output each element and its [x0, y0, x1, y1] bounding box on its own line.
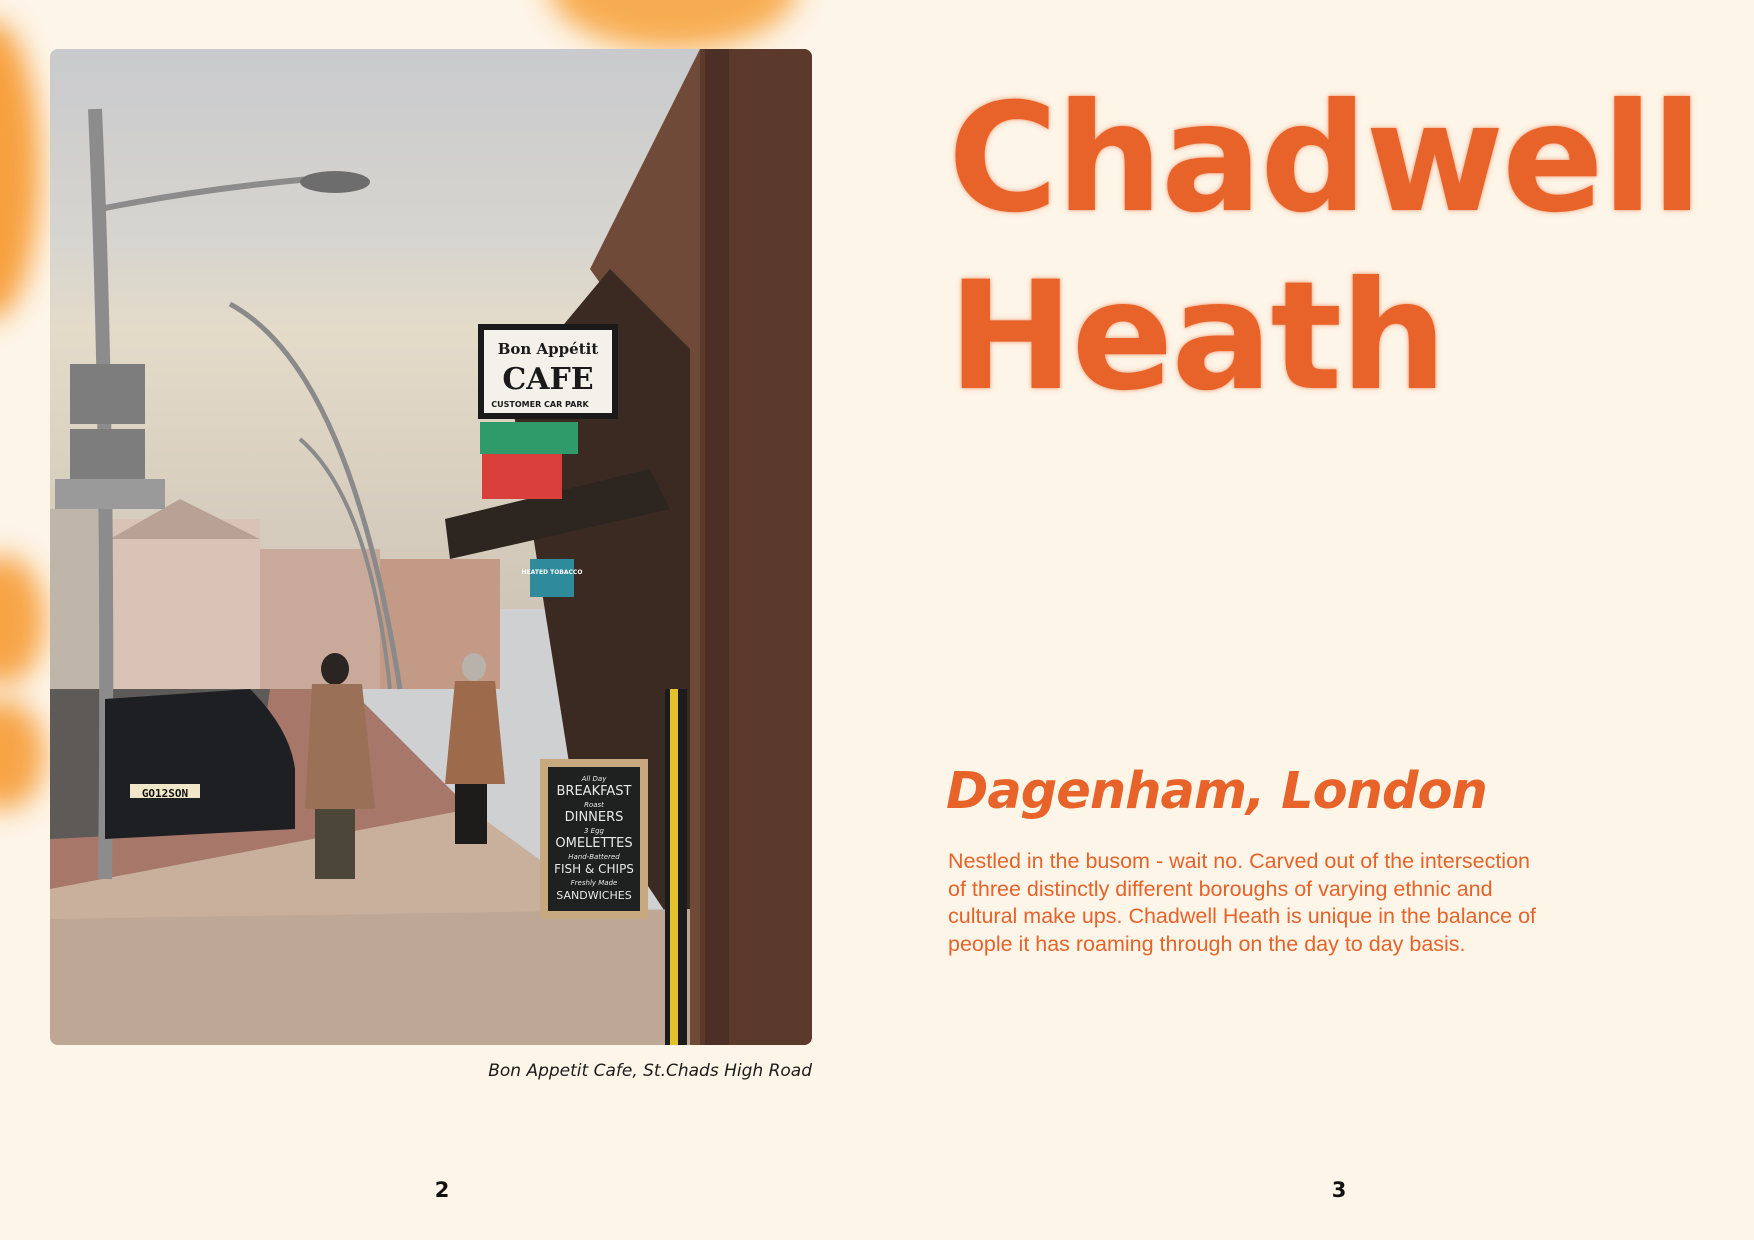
- svg-text:3 Egg: 3 Egg: [584, 827, 604, 835]
- cafe-sign: [478, 324, 618, 419]
- title-line-1: Chadwell: [948, 72, 1701, 246]
- pedestrian-left: [305, 684, 375, 809]
- page-title: [948, 70, 1701, 426]
- parked-car: [105, 689, 295, 839]
- decorative-blob-left-top: [0, 20, 40, 320]
- svg-text:CUSTOMER CAR PARK: CUSTOMER CAR PARK: [491, 400, 589, 409]
- decorative-blob-top: [548, 0, 798, 50]
- svg-text:Freshly Made: Freshly Made: [570, 879, 618, 887]
- title-line-2: Heath: [948, 250, 1445, 424]
- svg-text:DINNERS: DINNERS: [564, 810, 624, 825]
- svg-text:FISH & CHIPS: FISH & CHIPS: [554, 862, 634, 876]
- photo-caption: Bon Appetit Cafe, St.Chads High Road: [488, 1061, 812, 1081]
- svg-text:Roast: Roast: [584, 801, 604, 809]
- street-photo: [50, 49, 812, 1045]
- svg-text:CAFE: CAFE: [502, 362, 594, 397]
- svg-text:HEATED TOBACCO: HEATED TOBACCO: [521, 569, 583, 576]
- menu-chalkboard: [540, 759, 648, 919]
- svg-text:All Day: All Day: [581, 775, 607, 783]
- page-number-left: 2: [434, 1178, 450, 1202]
- location-subtitle: Dagenham, London: [946, 762, 1487, 821]
- svg-text:BREAKFAST: BREAKFAST: [556, 784, 632, 799]
- body-paragraph: Nestled in the busom - wait no. Carved out of the intersection of three distinctly different boroughs of varying ethnic and cultural make ups. Chadwell Heath is unique in the balance of people it has roaming through on the day to day basis.: [948, 849, 1537, 956]
- svg-text:Hand-Battered: Hand-Battered: [568, 853, 620, 861]
- building-far-left: [110, 519, 260, 689]
- page-number-right: 3: [1331, 1178, 1347, 1202]
- decorative-blob-left-mid: [0, 555, 45, 685]
- svg-text:GO12SON: GO12SON: [141, 787, 189, 800]
- pedestrian-right: [445, 681, 505, 784]
- svg-text:Bon Appétit: Bon Appétit: [497, 340, 599, 358]
- svg-text:OMELETTES: OMELETTES: [555, 836, 633, 851]
- svg-text:SANDWICHES: SANDWICHES: [556, 889, 632, 902]
- decorative-blob-left-low: [0, 700, 45, 810]
